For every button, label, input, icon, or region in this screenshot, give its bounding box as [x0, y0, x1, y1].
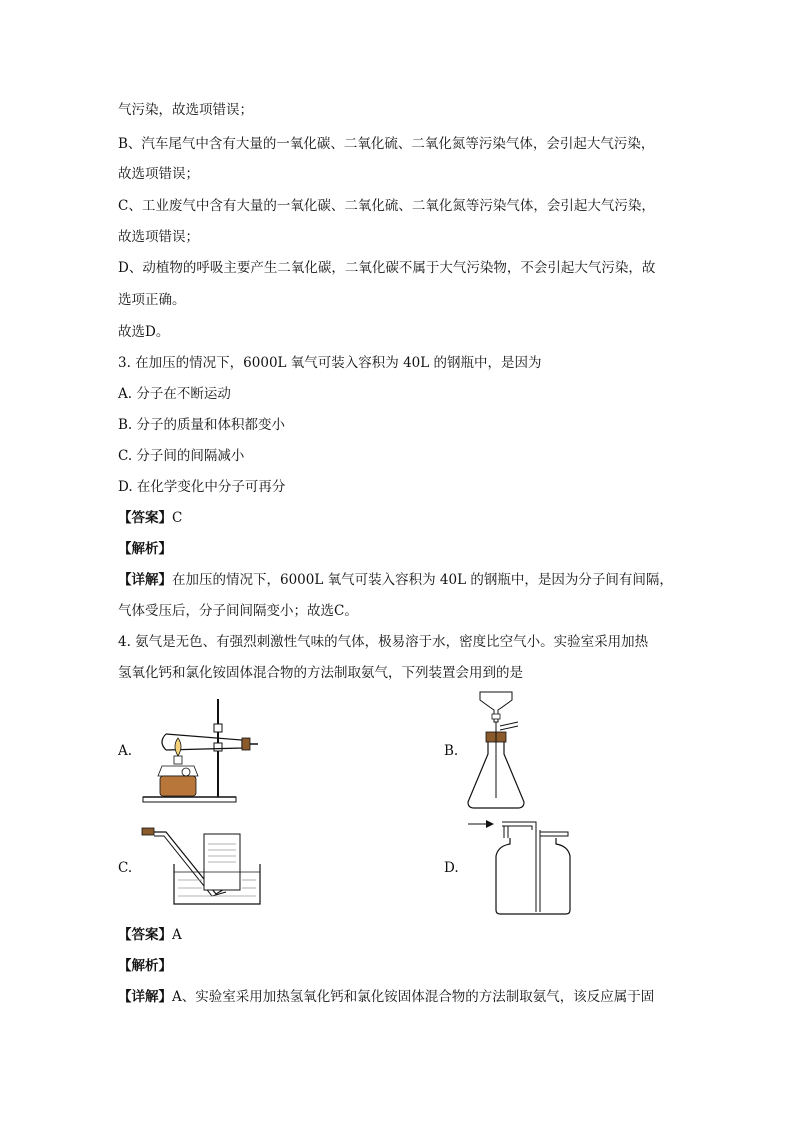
text-line-2: B、汽车尾气中含有大量的一氧化碳、二氧化硫、二氧化氮等污染气体，会引起大气污染， — [118, 136, 655, 152]
text-line-3: 故选项错误； — [118, 166, 199, 182]
text-line-6: D、动植物的呼吸主要产生二氧化碳，二氧化碳不属于大气污染物，不会引起大气污染，故 — [118, 260, 656, 276]
q4-option-a-label: A. — [118, 743, 133, 759]
detail-text: 在加压的情况下，6000L 氧气可装入容积为 40L 的钢瓶中，是因为分子间有间隔， — [172, 572, 673, 588]
q4-option-d-label: D. — [444, 860, 459, 876]
q3-detail-1 — [118, 570, 673, 590]
q4-option-c-label: C. — [118, 860, 133, 876]
detail-tag: 【详解】 — [118, 989, 172, 1005]
answer-value: C — [172, 510, 183, 526]
apparatus-b-flask-funnel — [460, 690, 532, 812]
q3-option-d: D. 在化学变化中分子可再分 — [118, 479, 286, 495]
text-line-4: C、工业废气中含有大量的一氧化碳、二氧化硫、二氧化氮等污染气体，会引起大气污染， — [118, 198, 655, 214]
q4-answer — [118, 925, 182, 945]
q3-option-a: A. 分子在不断运动 — [118, 386, 231, 402]
q4-detail-1 — [118, 987, 654, 1007]
q4-stem-2: 氢氧化钙和氯化铵固体混合物的方法制取氨气，下列装置会用到的是 — [118, 665, 523, 681]
q3-option-b: B. 分子的质量和体积都变小 — [118, 417, 286, 433]
q3-answer — [118, 508, 182, 528]
text-line-7: 选项正确。 — [118, 292, 186, 308]
q3-option-c: C. 分子间的间隔减小 — [118, 448, 245, 464]
text-line-5: 故选项错误； — [118, 229, 199, 245]
q3-stem: 3. 在加压的情况下，6000L 氧气可装入容积为 40L 的钢瓶中，是因为 — [118, 355, 542, 371]
detail-tag: 【详解】 — [118, 572, 172, 588]
apparatus-d-gas-bottle — [464, 818, 576, 916]
q4-option-b-label: B. — [444, 743, 459, 759]
detail-text: A、实验室采用加热氢氧化钙和氯化铵固体混合物的方法制取氨气，该反应属于固 — [172, 989, 655, 1005]
q3-analysis-tag: 【解析】 — [118, 541, 172, 557]
q4-stem-1: 4. 氨气是无色、有强烈刺激性气味的气体，极易溶于水，密度比空气小。实验室采用加热 — [118, 634, 649, 650]
answer-tag: 【答案】 — [118, 510, 172, 526]
apparatus-c-water-collection — [138, 822, 266, 912]
text-line-8: 故选D。 — [118, 324, 170, 340]
text-line-1: 气污染，故选项错误； — [118, 102, 253, 118]
q3-detail-2: 气体受压后，分子间间隔变小；故选C。 — [118, 603, 358, 619]
apparatus-a-heating-setup — [138, 694, 268, 810]
answer-tag: 【答案】 — [118, 927, 172, 943]
answer-value: A — [172, 927, 182, 943]
q4-analysis-tag: 【解析】 — [118, 958, 172, 974]
